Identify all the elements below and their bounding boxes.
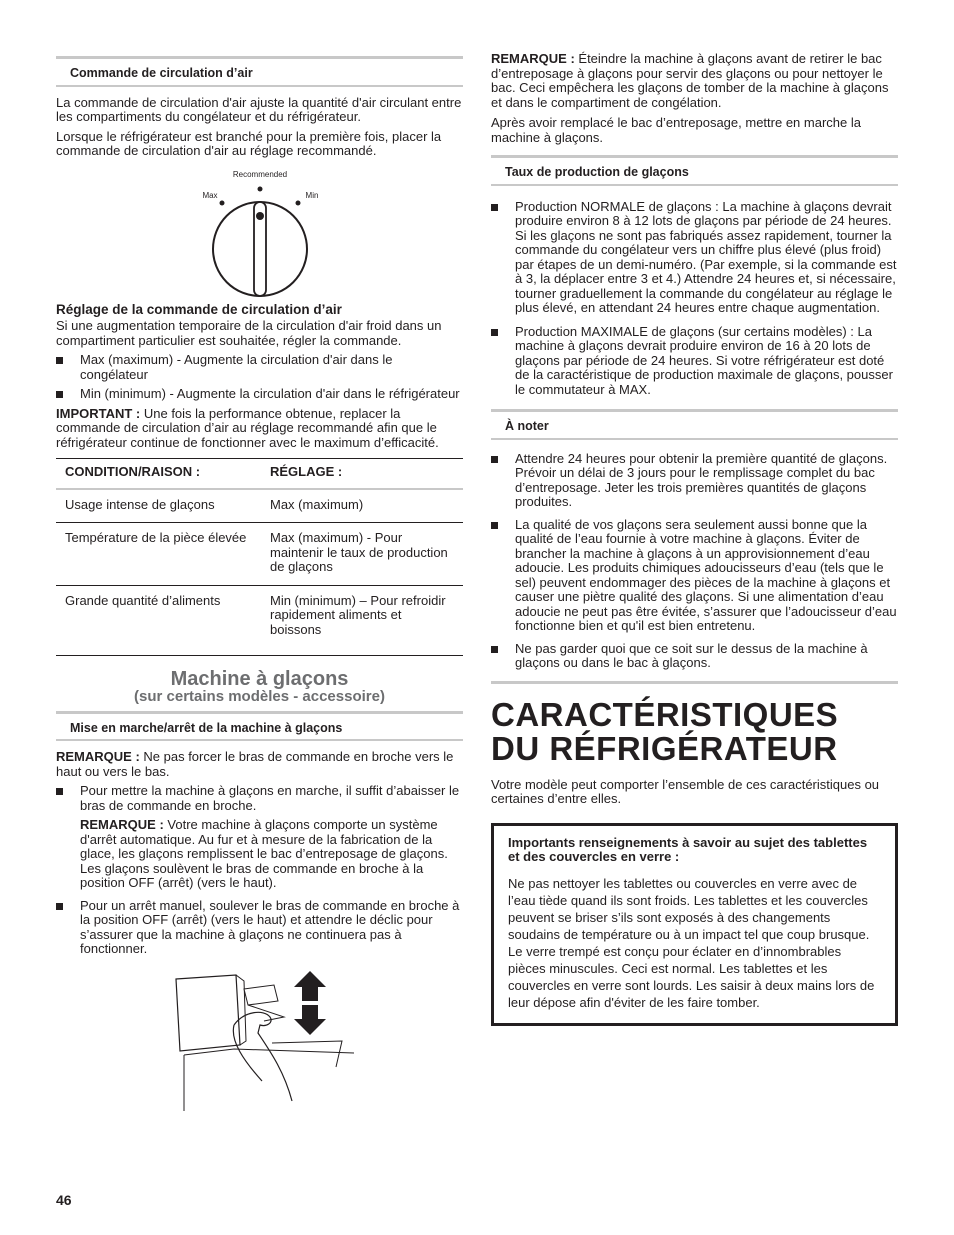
glass-shelves-notice-box xyxy=(491,823,898,1026)
paragraph-remarque-turn-off xyxy=(491,52,898,110)
dial-label-min: Min xyxy=(305,190,318,200)
bullet-turn-on: Pour mettre la machine à glaçons en marche, il suffit d’abaisser le bras de commande en broche. xyxy=(56,784,463,813)
important-label: IMPORTANT : xyxy=(56,405,141,421)
paragraph-remarque-auto-stop xyxy=(56,818,463,891)
table-header-setting: RÉGLAGE : xyxy=(261,459,463,489)
bullet-first-batch: Attendre 24 heures pour obtenir la première quantité de glaçons. Prévoir un délai de 3 jours pour le remplissage complet du bac d’entreposage. Jeter les trois premières quantités de glaçons produites. xyxy=(491,452,898,510)
paragraph-important xyxy=(56,407,463,451)
subheading-ice-maker-accessory: (sur certains modèles - accessoire) xyxy=(134,688,385,705)
remarque-text: Ne pas forcer le bras de commande en broche vers le haut ou vers le bas. xyxy=(56,749,454,779)
notice-body: Ne pas nettoyer les tablettes ou couvercles en verre avec de l’eau tiède quand ils sont froids. Les tablettes et les couvercles peuvent se briser s’ils sont exposés à des changements soudains de température ou à un impact tel que coup brusque. Le verre trempé est conçu pour éclater en d’innombrables pièces minuscules. Ceci est normal. Les tablettes et les couvercles en verre sont lourds. Les saisir à deux mains lors de leur dépose afin d'éviter de les faire tomber. xyxy=(508,875,875,1010)
ice-maker-arm-illustration xyxy=(174,971,354,1111)
bullet-keep-clear: Ne pas garder quoi que ce soit sur le dessus de la machine à glaçons ou dans le bac à glaçons. xyxy=(491,642,898,671)
right-column xyxy=(491,52,898,1026)
paragraph-after-replace: Après avoir remplacé le bac d’entreposage, mettre en marche la machine à glaçons. xyxy=(491,115,861,145)
table-cell: Max (maximum) - Pour maintenir le taux de production de glaçons xyxy=(261,523,463,586)
bullet-min: Min (minimum) - Augmente la circulation d'air dans le réfrigérateur xyxy=(56,387,463,402)
heading-ice-maker: Machine à glaçons xyxy=(170,668,349,690)
paragraph-air-intro: La commande de circulation d'air ajuste la quantité d'air circulant entre les compartiments du congélateur et du réfrigérateur. xyxy=(56,94,462,124)
heading-line-2: DU RÉFRIGÉRATEUR xyxy=(491,729,838,767)
table-row xyxy=(56,489,463,523)
table-cell: Min (minimum) – Pour refroidir rapidement aliments et boissons xyxy=(261,585,463,656)
paragraph-air-adjust: Si une augmentation temporaire de la circulation d'air froid dans un compartiment particulier est souhaitée, régler la commande. xyxy=(56,318,442,348)
bullet-water-quality: La qualité de vos glaçons sera seulement aussi bonne que la qualité de l’eau fournie à votre machine à glaçons. Éviter de brancher la machine à glaçons à un approvisionnement d’eau adoucie. Les produits chimiques adoucisseurs d’eau (tels que le sel) peuvent endommager des pièces de la machine à glaçons et causer une piètre qualité des glaçons. Si une alimentation d’eau adoucie ne peut pas être évitée, s’assurer que l’adoucisseur d’eau fonctionne bien et qu'il est bien entretenu. xyxy=(491,518,898,634)
table-cell: Max (maximum) xyxy=(261,489,463,523)
section-heading-production-rate: Taux de production de glaçons xyxy=(491,155,898,186)
table-cell: Température de la pièce élevée xyxy=(56,523,261,586)
dial-label-recommended: Recommended xyxy=(232,169,287,179)
section-heading-ice-on-off: Mise en marche/arrêt de la machine à glaçons xyxy=(56,711,463,742)
table-header-condition: CONDITION/RAISON : xyxy=(56,459,261,489)
remarque-text: Éteindre la machine à glaçons avant de retirer le bac d’entreposage à glaçons pour servir des glaçons ou pour nettoyer le bac. Ceci empêchera les glaçons de tomber de la machine à glaçons et dans le compartiment de congélation. xyxy=(491,51,889,110)
paragraph-remarque-force xyxy=(56,750,463,779)
table-row xyxy=(56,523,463,586)
subheading-air-adjust: Réglage de la commande de circulation d’air xyxy=(56,301,342,317)
paragraph-air-first-plug: Lorsque le réfrigérateur est branché pour la première fois, placer la commande de circulation d'air au réglage recommandé. xyxy=(56,128,442,158)
left-column xyxy=(56,56,463,1111)
section-heading-air-control: Commande de circulation d’air xyxy=(56,56,463,87)
remarque-label: REMARQUE : xyxy=(491,51,575,66)
dial-label-max: Max xyxy=(201,190,218,200)
paragraph-features-intro: Votre modèle peut comporter l’ensemble de ces caractéristiques ou certaines d’entre elles. xyxy=(491,776,880,806)
air-control-dial-diagram xyxy=(190,167,330,297)
bullet-max: Max (maximum) - Augmente la circulation d'air dans le congélateur xyxy=(56,353,463,382)
notice-title: Importants renseignements à savoir au sujet des tablettes et des couvercles en verre : xyxy=(508,834,868,864)
table-cell: Usage intense de glaçons xyxy=(56,489,261,523)
bullet-manual-stop: Pour un arrêt manuel, soulever le bras de commande en broche à la position OFF (arrêt) (vers le haut) et attendre le déclic pour s’assurer que la machine à glaçons ne continuera pas à fonctionner. xyxy=(56,899,463,957)
important-text: Une fois la performance obtenue, replacer la commande de circulation d’air au réglage recommandé afin que le réfrigérateur continue de fonctionner avec le maximum d’efficacité. xyxy=(56,405,439,450)
remarque-label: REMARQUE : xyxy=(56,749,140,764)
remarque-label: REMARQUE : xyxy=(80,817,164,832)
remarque-text: Votre machine à glaçons comporte un système d'arrêt automatique. Au fur et à mesure de la fabrication de la glace, les glaçons remplissent le bac d’entreposage de glaçons. Les glaçons soulèvent le bras de commande en broche à la position OFF (arrêt) (vers le haut). xyxy=(80,817,448,890)
heading-line-1: CARACTÉRISTIQUES xyxy=(491,695,839,733)
bullet-normal-production: Production NORMALE de glaçons : La machine à glaçons devrait produire environ 8 à 12 lots de glaçons par période de 24 heures. Si les glaçons ne sont pas fabriqués assez rapidement, tourner la commande du congélateur vers un chiffre plus élevé (plus froid) par étapes de un demi-numéro. (Par exemple, si la commande est à 3, la déplacer entre 3 et 4.) Attendre 24 heures et, si nécessaire, tourner graduellement la commande du congélateur au réglage le plus élevé, en attendant 24 heures entre chaque augmentation. xyxy=(491,200,898,316)
air-control-table xyxy=(56,458,463,656)
table-cell: Grande quantité d’aliments xyxy=(56,585,261,656)
table-row xyxy=(56,585,463,656)
section-heading-notes: À noter xyxy=(491,409,898,440)
heading-fridge-features xyxy=(491,681,898,766)
page-number: 46 xyxy=(56,1192,72,1208)
bullet-max-production: Production MAXIMALE de glaçons (sur certains modèles) : La machine à glaçons devrait produire environ de 16 à 20 lots de glaçons par période de 24 heures. Si votre réfrigérateur est doté de la caractéristique de production maximale de glaçons, pousser le commutateur à MAX. xyxy=(491,325,898,398)
